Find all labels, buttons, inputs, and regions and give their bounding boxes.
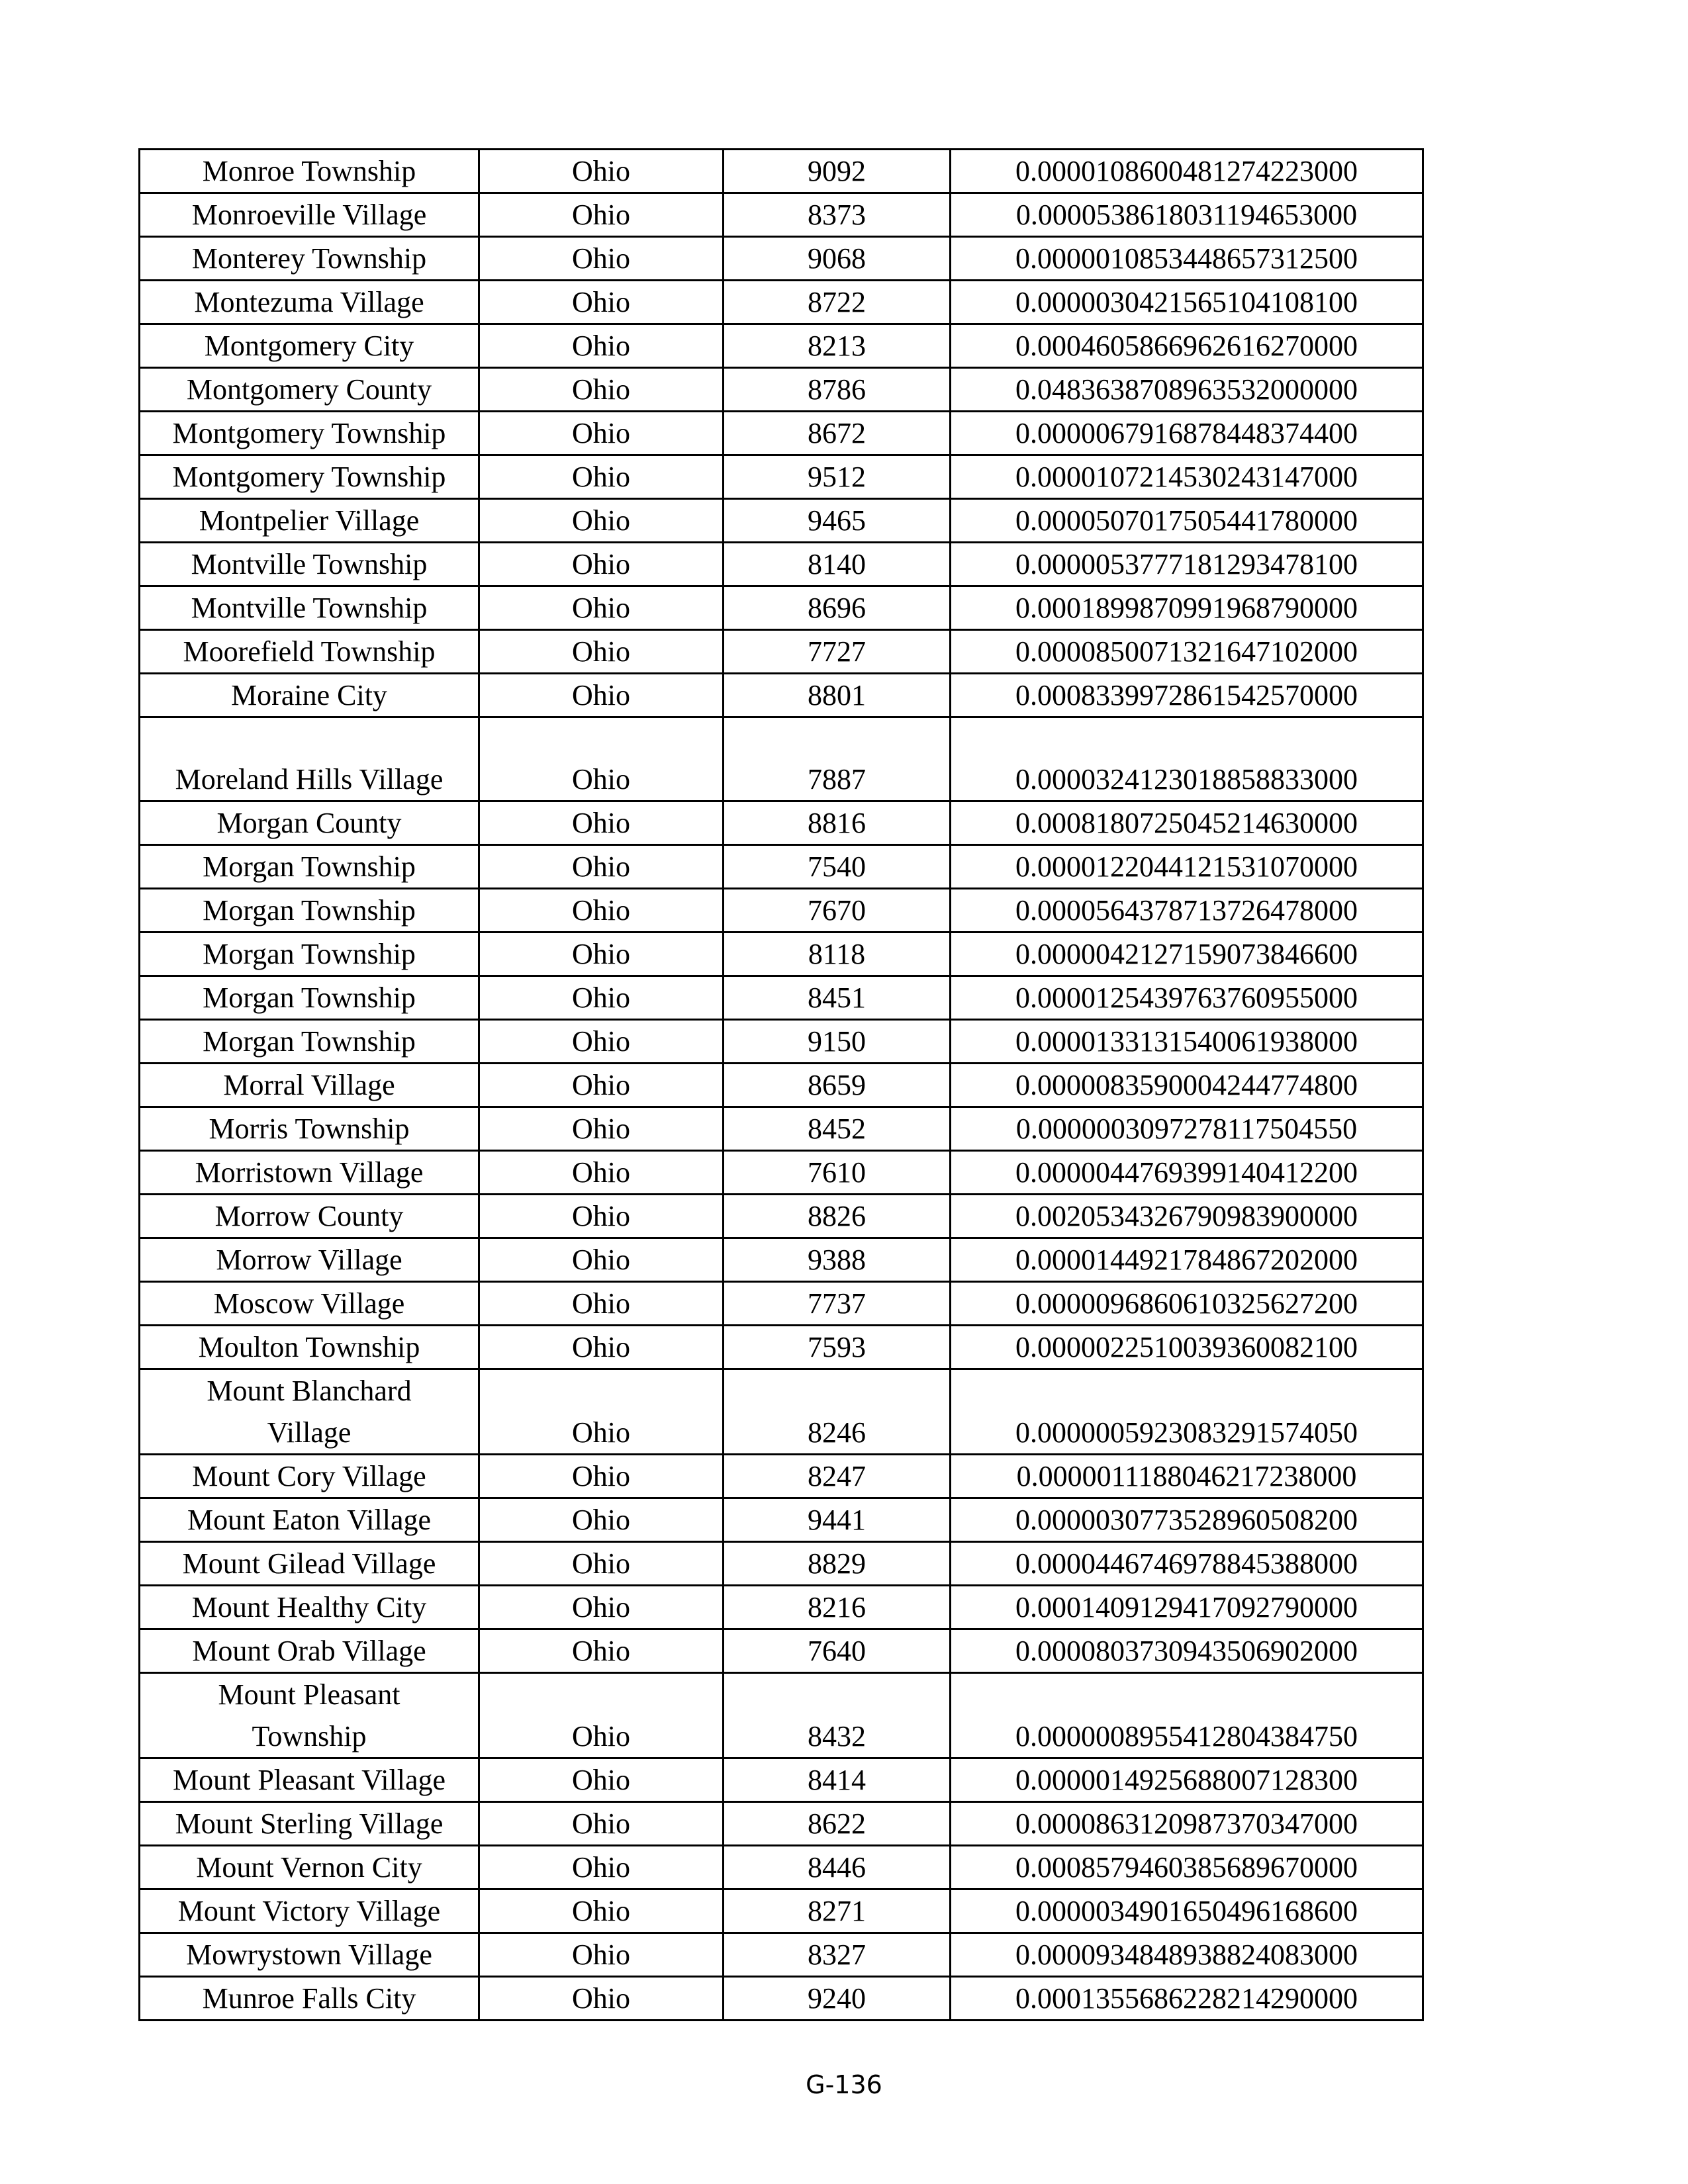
state-cell: Ohio	[479, 1369, 724, 1455]
state-cell: Ohio	[479, 150, 724, 193]
entity-name-cell: Morgan Township	[140, 933, 479, 976]
entity-name-cell: Montgomery County	[140, 368, 479, 412]
allocation-value-cell: 0.0000005923083291574050	[951, 1369, 1423, 1455]
table-row	[140, 933, 1423, 976]
entity-name-cell: Mount Blanchard Village	[140, 1369, 479, 1455]
code-cell: 8446	[724, 1846, 951, 1889]
table-row	[140, 324, 1423, 368]
allocation-value-cell: 0.0000934848938824083000	[951, 1933, 1423, 1977]
state-cell: Ohio	[479, 1455, 724, 1498]
state-cell: Ohio	[479, 1282, 724, 1326]
entity-name-cell: Morgan County	[140, 801, 479, 845]
entity-name-cell: Monroeville Village	[140, 193, 479, 237]
allocation-value-cell: 0.0000564378713726478000	[951, 889, 1423, 933]
allocation-value-cell: 0.0000042127159073846600	[951, 933, 1423, 976]
allocation-value-cell: 0.0000324123018858833000	[951, 717, 1423, 801]
entity-name-cell: Moulton Township	[140, 1326, 479, 1369]
code-cell: 8452	[724, 1107, 951, 1151]
state-cell: Ohio	[479, 674, 724, 717]
code-cell: 9388	[724, 1238, 951, 1282]
state-cell: Ohio	[479, 1673, 724, 1758]
code-cell: 9092	[724, 150, 951, 193]
table-row	[140, 237, 1423, 281]
table-row	[140, 717, 1423, 801]
table-row	[140, 1020, 1423, 1064]
code-cell: 8672	[724, 412, 951, 455]
table-row	[140, 1455, 1423, 1498]
allocation-value-cell: 0.0000030773528960508200	[951, 1498, 1423, 1542]
allocation-value-cell: 0.0000022510039360082100	[951, 1326, 1423, 1369]
state-cell: Ohio	[479, 1542, 724, 1586]
table-row	[140, 1977, 1423, 2021]
state-cell: Ohio	[479, 1498, 724, 1542]
state-cell: Ohio	[479, 1933, 724, 1977]
entity-name-cell: Morgan Township	[140, 976, 479, 1020]
code-cell: 9512	[724, 455, 951, 499]
state-cell: Ohio	[479, 1802, 724, 1846]
table-row	[140, 1586, 1423, 1629]
code-cell: 8826	[724, 1195, 951, 1238]
allocation-value-cell: 0.0000133131540061938000	[951, 1020, 1423, 1064]
table-row	[140, 1369, 1423, 1455]
code-cell: 7670	[724, 889, 951, 933]
allocation-value-cell: 0.0000011188046217238000	[951, 1455, 1423, 1498]
code-cell: 8432	[724, 1673, 951, 1758]
entity-name-cell: Moscow Village	[140, 1282, 479, 1326]
entity-name-cell: Mount Victory Village	[140, 1889, 479, 1933]
table-row	[140, 1802, 1423, 1846]
state-cell: Ohio	[479, 1238, 724, 1282]
state-cell: Ohio	[479, 1889, 724, 1933]
state-cell: Ohio	[479, 586, 724, 630]
allocation-value-cell: 0.0000003097278117504550	[951, 1107, 1423, 1151]
code-cell: 8816	[724, 801, 951, 845]
code-cell: 7593	[724, 1326, 951, 1369]
state-cell: Ohio	[479, 1758, 724, 1802]
table-row	[140, 586, 1423, 630]
state-cell: Ohio	[479, 845, 724, 889]
table-row	[140, 1195, 1423, 1238]
allocation-value-cell: 0.0000108600481274223000	[951, 150, 1423, 193]
code-cell: 9240	[724, 1977, 951, 2021]
state-cell: Ohio	[479, 368, 724, 412]
entity-name-cell: Morgan Township	[140, 1020, 479, 1064]
state-cell: Ohio	[479, 889, 724, 933]
code-cell: 7727	[724, 630, 951, 674]
allocation-value-cell: 0.0000538618031194653000	[951, 193, 1423, 237]
entity-name-cell: Monterey Township	[140, 237, 479, 281]
code-cell: 8622	[724, 1802, 951, 1846]
allocation-value-cell: 0.0000122044121531070000	[951, 845, 1423, 889]
state-cell: Ohio	[479, 281, 724, 324]
allocation-value-cell: 0.0000803730943506902000	[951, 1629, 1423, 1673]
entity-name-cell: Mount Orab Village	[140, 1629, 479, 1673]
allocation-value-cell: 0.0000010853448657312500	[951, 237, 1423, 281]
state-cell: Ohio	[479, 499, 724, 543]
allocation-value-cell: 0.0001355686228214290000	[951, 1977, 1423, 2021]
code-cell: 8118	[724, 933, 951, 976]
code-cell: 8696	[724, 586, 951, 630]
code-cell: 8829	[724, 1542, 951, 1586]
allocation-value-cell: 0.0000008955412804384750	[951, 1673, 1423, 1758]
code-cell: 8414	[724, 1758, 951, 1802]
code-cell: 8722	[724, 281, 951, 324]
table-row	[140, 889, 1423, 933]
state-cell: Ohio	[479, 1846, 724, 1889]
entity-name-cell: Mount Pleasant Village	[140, 1758, 479, 1802]
table-row	[140, 1238, 1423, 1282]
code-cell: 8213	[724, 324, 951, 368]
allocation-value-cell: 0.0000125439763760955000	[951, 976, 1423, 1020]
table-row	[140, 193, 1423, 237]
entity-name-cell: Morral Village	[140, 1064, 479, 1107]
table-row	[140, 1151, 1423, 1195]
allocation-value-cell: 0.0000850071321647102000	[951, 630, 1423, 674]
table-row	[140, 1758, 1423, 1802]
table-row	[140, 1282, 1423, 1326]
code-cell: 8216	[724, 1586, 951, 1629]
state-cell: Ohio	[479, 1064, 724, 1107]
table-row	[140, 368, 1423, 412]
table-row	[140, 976, 1423, 1020]
allocation-value-cell: 0.0000030421565104108100	[951, 281, 1423, 324]
allocation-table	[138, 148, 1424, 2021]
allocation-value-cell: 0.0004605866962616270000	[951, 324, 1423, 368]
entity-name-cell: Morrow Village	[140, 1238, 479, 1282]
entity-name-cell: Mowrystown Village	[140, 1933, 479, 1977]
table-row	[140, 499, 1423, 543]
allocation-value-cell: 0.0008339972861542570000	[951, 674, 1423, 717]
state-cell: Ohio	[479, 1629, 724, 1673]
table-row	[140, 455, 1423, 499]
allocation-value-cell: 0.0000034901650496168600	[951, 1889, 1423, 1933]
table-row	[140, 281, 1423, 324]
table-row	[140, 1326, 1423, 1369]
code-cell: 8246	[724, 1369, 951, 1455]
table-row	[140, 150, 1423, 193]
allocation-value-cell: 0.0000053777181293478100	[951, 543, 1423, 586]
table-row	[140, 1064, 1423, 1107]
code-cell: 8140	[724, 543, 951, 586]
code-cell: 9150	[724, 1020, 951, 1064]
allocation-value-cell: 0.0000096860610325627200	[951, 1282, 1423, 1326]
allocation-value-cell: 0.0000144921784867202000	[951, 1238, 1423, 1282]
table-row	[140, 543, 1423, 586]
table-row	[140, 1673, 1423, 1758]
page-number: G-136	[806, 2070, 882, 2099]
entity-name-cell: Montville Township	[140, 586, 479, 630]
entity-name-cell: Mount Cory Village	[140, 1455, 479, 1498]
allocation-value-cell: 0.0008180725045214630000	[951, 801, 1423, 845]
code-cell: 8801	[724, 674, 951, 717]
table-row	[140, 801, 1423, 845]
allocation-value-cell: 0.0000044769399140412200	[951, 1151, 1423, 1195]
code-cell: 8327	[724, 1933, 951, 1977]
allocation-value-cell: 0.0000014925688007128300	[951, 1758, 1423, 1802]
entity-name-cell: Mount Sterling Village	[140, 1802, 479, 1846]
table-row	[140, 674, 1423, 717]
allocation-value-cell: 0.0000863120987370347000	[951, 1802, 1423, 1846]
state-cell: Ohio	[479, 933, 724, 976]
allocation-value-cell: 0.0008579460385689670000	[951, 1846, 1423, 1889]
entity-name-cell: Montgomery City	[140, 324, 479, 368]
allocation-value-cell: 0.0000107214530243147000	[951, 455, 1423, 499]
code-cell: 8247	[724, 1455, 951, 1498]
allocation-value-cell: 0.0000083590004244774800	[951, 1064, 1423, 1107]
table-row	[140, 1542, 1423, 1586]
table-row	[140, 845, 1423, 889]
code-cell: 9441	[724, 1498, 951, 1542]
table-row	[140, 1629, 1423, 1673]
entity-name-cell: Mount Gilead Village	[140, 1542, 479, 1586]
entity-name-cell: Montpelier Village	[140, 499, 479, 543]
state-cell: Ohio	[479, 1326, 724, 1369]
allocation-value-cell: 0.0000507017505441780000	[951, 499, 1423, 543]
allocation-value-cell: 0.0001409129417092790000	[951, 1586, 1423, 1629]
entity-name-cell: Mount Pleasant Township	[140, 1673, 479, 1758]
code-cell: 8659	[724, 1064, 951, 1107]
table-row	[140, 1933, 1423, 1977]
allocation-value-cell: 0.0483638708963532000000	[951, 368, 1423, 412]
entity-name-cell: Moraine City	[140, 674, 479, 717]
state-cell: Ohio	[479, 412, 724, 455]
code-cell: 9465	[724, 499, 951, 543]
table-row	[140, 1498, 1423, 1542]
code-cell: 7640	[724, 1629, 951, 1673]
entity-name-cell: Munroe Falls City	[140, 1977, 479, 2021]
entity-name-cell: Morristown Village	[140, 1151, 479, 1195]
code-cell: 7887	[724, 717, 951, 801]
allocation-value-cell: 0.0000067916878448374400	[951, 412, 1423, 455]
code-cell: 7737	[724, 1282, 951, 1326]
table-row	[140, 1889, 1423, 1933]
entity-name-cell: Monroe Township	[140, 150, 479, 193]
allocation-value-cell: 0.0001899870991968790000	[951, 586, 1423, 630]
code-cell: 9068	[724, 237, 951, 281]
state-cell: Ohio	[479, 543, 724, 586]
state-cell: Ohio	[479, 1020, 724, 1064]
entity-name-cell: Montgomery Township	[140, 455, 479, 499]
state-cell: Ohio	[479, 1195, 724, 1238]
code-cell: 8786	[724, 368, 951, 412]
state-cell: Ohio	[479, 630, 724, 674]
state-cell: Ohio	[479, 976, 724, 1020]
state-cell: Ohio	[479, 237, 724, 281]
entity-name-cell: Mount Eaton Village	[140, 1498, 479, 1542]
table-row	[140, 1107, 1423, 1151]
entity-name-cell: Moreland Hills Village	[140, 717, 479, 801]
table-row	[140, 412, 1423, 455]
allocation-value-cell: 0.0000446746978845388000	[951, 1542, 1423, 1586]
state-cell: Ohio	[479, 1151, 724, 1195]
table-row	[140, 630, 1423, 674]
entity-name-cell: Morris Township	[140, 1107, 479, 1151]
state-cell: Ohio	[479, 193, 724, 237]
state-cell: Ohio	[479, 455, 724, 499]
entity-name-cell: Morgan Township	[140, 845, 479, 889]
entity-name-cell: Morgan Township	[140, 889, 479, 933]
state-cell: Ohio	[479, 1977, 724, 2021]
state-cell: Ohio	[479, 717, 724, 801]
allocation-value-cell: 0.0020534326790983900000	[951, 1195, 1423, 1238]
state-cell: Ohio	[479, 1586, 724, 1629]
entity-name-cell: Mount Healthy City	[140, 1586, 479, 1629]
entity-name-cell: Montville Township	[140, 543, 479, 586]
code-cell: 7540	[724, 845, 951, 889]
table-row	[140, 1846, 1423, 1889]
code-cell: 8373	[724, 193, 951, 237]
code-cell: 7610	[724, 1151, 951, 1195]
state-cell: Ohio	[479, 1107, 724, 1151]
entity-name-cell: Moorefield Township	[140, 630, 479, 674]
entity-name-cell: Montezuma Village	[140, 281, 479, 324]
entity-name-cell: Montgomery Township	[140, 412, 479, 455]
entity-name-cell: Mount Vernon City	[140, 1846, 479, 1889]
code-cell: 8271	[724, 1889, 951, 1933]
state-cell: Ohio	[479, 801, 724, 845]
table-body	[140, 150, 1423, 2021]
entity-name-cell: Morrow County	[140, 1195, 479, 1238]
code-cell: 8451	[724, 976, 951, 1020]
state-cell: Ohio	[479, 324, 724, 368]
